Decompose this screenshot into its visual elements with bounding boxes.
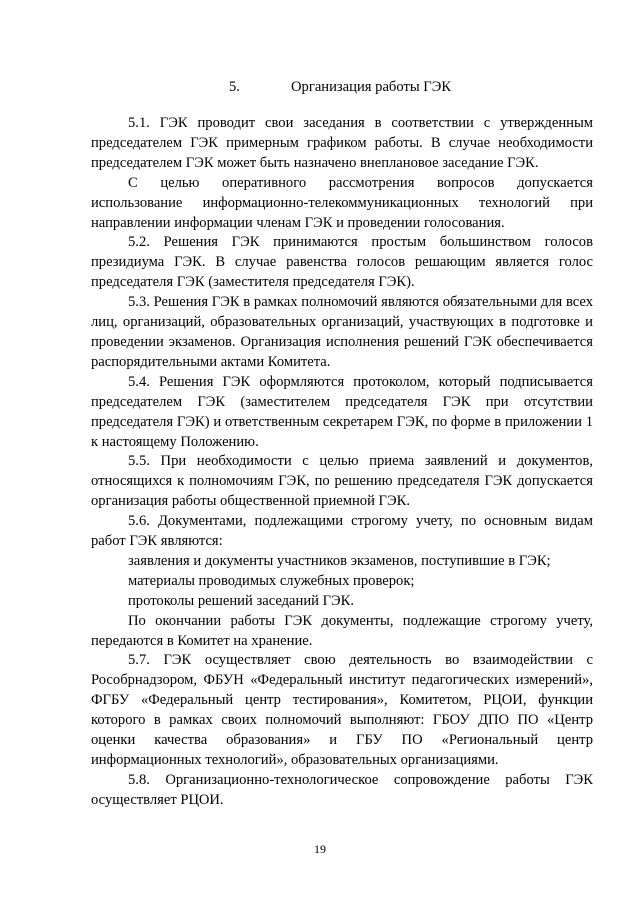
list-item: материалы проводимых служебных проверок;: [128, 572, 415, 589]
paragraph-5-5: 5.5. При необходимости с целью приема заявлений и документов, относящихся к полномочиям ГЭК, по решению председателя ГЭК допускается организация работы общественной приемной ГЭК.: [91, 453, 593, 510]
section-heading: [0, 79, 640, 99]
list-item: заявления и документы участников экзаменов, поступившие в ГЭК;: [128, 552, 551, 569]
section-number: 5.: [229, 79, 240, 95]
paragraph-5-8: 5.8. Организационно-технологическое сопровождение работы ГЭК осуществляет РЦОИ.: [91, 771, 593, 808]
page-number: 19: [314, 842, 326, 856]
paragraph-5-1: 5.1. ГЭК проводит свои заседания в соответствии с утвержденным председателем ГЭК примерным графиком работы. В случае необходимости председателем ГЭК может быть назначено внеплановое заседание ГЭК.: [91, 115, 593, 171]
paragraph-5-3: 5.3. Решения ГЭК в рамках полномочий являются обязательными для всех лиц, организаций, образовательных организаций, участвующих в подготовке и проведении экзаменов. Организация исполнения решений ГЭК обеспечивается распорядительными актами Комитета.: [91, 294, 593, 370]
paragraph-5-4: 5.4. Решения ГЭК оформляются протоколом, который подписывается председателем ГЭК (заместителем председателя ГЭК при отсутствии председателя ГЭК) и ответственным секретарем ГЭК, по форме в приложении 1 к настоящему Положению.: [91, 373, 593, 450]
paragraph-5-7: 5.7. ГЭК осуществляет свою деятельность во взаимодействии с Рособрнадзором, ФБУН «Федеральный институт педагогических измерений», ФГБУ «Федеральный центр тестирования», Комитетом, РЦОИ, функции которого в рамках своих полномочий выполняют: ГБОУ ДПО ПО «Центр оценки качества образования» и ГБУ ПО «Региональный центр информационных технологий», образовательных организациями.: [91, 652, 593, 768]
list-item: протоколы решений заседаний ГЭК.: [128, 592, 355, 609]
paragraph-5-2: 5.2. Решения ГЭК принимаются простым большинством голосов президиума ГЭК. В случае равенства голосов решающим является голос председателя ГЭК (заместителя председателя ГЭК).: [91, 234, 593, 291]
paragraph-5-6: 5.6. Документами, подлежащими строгому учету, по основным видам работ ГЭК являются:: [91, 513, 593, 550]
document-body: [91, 114, 593, 811]
paragraph-storage: По окончании работы ГЭК документы, подлежащие строгому учету, передаются в Комитет на хранение.: [91, 612, 593, 649]
section-title: Организация работы ГЭК: [291, 79, 452, 95]
paragraph-5-1-continued: С целью оперативного рассмотрения вопросов допускается использование информационно-телекоммуникационных технологий при направлении информации членам ГЭК и проведении голосования.: [91, 174, 593, 231]
